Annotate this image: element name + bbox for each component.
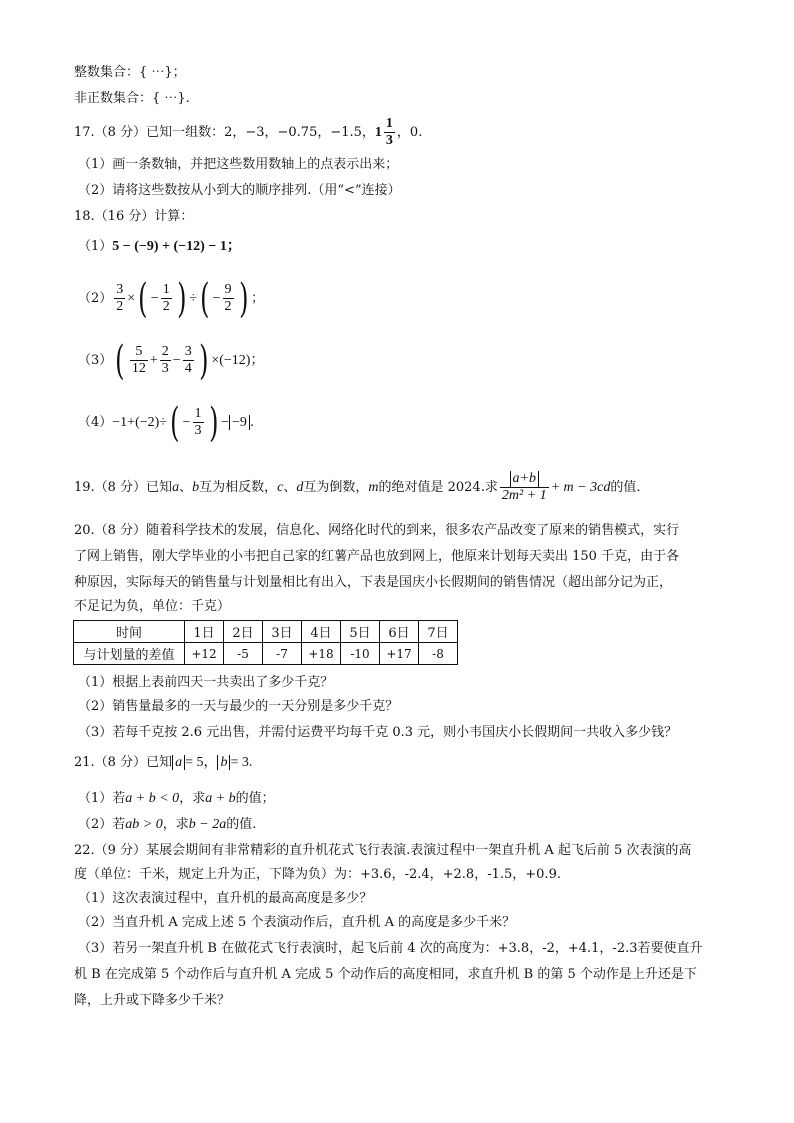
q21-part2 (78, 816, 256, 834)
q18-p4-sign: − (182, 415, 191, 430)
table-header-cell: 2日 (224, 621, 263, 643)
q21-eq2: = 3. (230, 755, 253, 770)
q17-part2: （2）请将这些数按从小到大的顺序排列.（用“<”连接） (78, 183, 401, 198)
q18-p3-label: （3） (78, 353, 113, 368)
q19-frac-den: 2m² + 1 (501, 488, 547, 503)
q18-p4-frac (193, 406, 204, 439)
q19-stem (74, 468, 640, 508)
q21-eq1: = 5， (185, 755, 218, 770)
right-paren: ) (198, 337, 209, 384)
q18-part1 (78, 238, 241, 256)
table-cell: +17 (380, 643, 419, 665)
q19-tail-expr: + m − 3cd (550, 480, 611, 495)
q18-p4-head: −1+(−2)÷ (112, 415, 167, 430)
q21-p1-end: 的值； (235, 791, 275, 806)
q18-p3-a-num: 5 (135, 344, 143, 359)
q22-part3-line1: （3）若另一架直升机 B 在做花式飞行表演时，起飞后前 4 次的高度为：+3.8，-2，+4.1，-2.3若要使直升 (78, 941, 703, 956)
q17-mixed-den: 3 (385, 133, 393, 148)
q18-p2-c-num: 9 (224, 282, 232, 297)
q20-line4: 不足记为负，单位：千克） (74, 599, 231, 614)
q20-part2: （2）销售量最多的一天与最少的一天分别是多少千克？ (78, 699, 399, 714)
q19-t2: 互为倒数， (303, 480, 369, 495)
q17-stem-prefix: 17.（8 分）已知一组数：2，−3，−0.75，−1.5， (74, 125, 375, 140)
q22-part2: （2）当直升机 A 完成上述 5 个表演动作后，直升机 A 的高度是多少千米？ (78, 915, 516, 930)
q18-p2-b-num: 1 (162, 282, 170, 297)
right-paren: ) (208, 399, 218, 446)
q18-p3-op1: + (149, 353, 158, 368)
q18-p3-frac-c (183, 344, 194, 377)
q18-p4-abs: −9 (229, 415, 250, 430)
right-paren: ) (238, 275, 249, 322)
q21-p2-mid: ，求 (162, 817, 189, 832)
q17-stem-suffix: ，0. (396, 125, 423, 140)
q19-end: 的值. (610, 480, 641, 495)
left-paren: ( (115, 337, 125, 384)
table-row (74, 643, 458, 665)
table-cell: +18 (302, 643, 341, 665)
q18-p4-tail: − (221, 415, 230, 430)
q18-part2 (78, 276, 264, 322)
q21-p1-pre: （1）若 (78, 791, 126, 806)
q21-abs-b: b (217, 755, 230, 770)
left-paren: ( (170, 399, 180, 446)
q21-p1-mid: ，求 (179, 791, 206, 806)
q17-mixed-whole: 1 (374, 125, 382, 140)
q18-p3-c-den: 4 (184, 361, 192, 376)
table-cell: -10 (341, 643, 380, 665)
q18-p2-c-den: 2 (224, 299, 232, 314)
q18-part3 (78, 338, 264, 384)
q19-var-m: m (368, 480, 379, 495)
q21-abs-a: a (172, 755, 185, 770)
q21-prefix: 21.（8 分）已知 (74, 755, 173, 770)
q22-line2: 度（单位：千米，规定上升为正，下降为负）为：+3.6，-2.4，+2.8，-1.5，+0.9. (74, 867, 561, 882)
q20-line3: 种原因，实际每天的销售量与计划量相比有出入，下表是国庆小长假期间的销售情况（超出部分记为正， (74, 575, 673, 590)
q18-p2-a-den: 2 (116, 299, 124, 314)
q21-p2-end: 的值. (226, 817, 257, 832)
non-positive-set-line: 非正数集合：{ ⋯}. (74, 91, 190, 106)
q21-p1-cond: a + b < 0 (125, 791, 180, 806)
table-header-cell: 7日 (419, 621, 458, 643)
q19-var-a: a (172, 480, 180, 495)
q20-part1: （1）根据上表前四天一共卖出了多少千克？ (78, 675, 334, 690)
q18-p3-op2: − (172, 353, 181, 368)
q18-p2-end: ； (251, 291, 265, 306)
q19-var-b: b (192, 480, 200, 495)
q18-p2-op1: × (127, 291, 136, 306)
q19-t3: 的绝对值是 2024.求 (378, 480, 498, 495)
q21-stem (74, 754, 252, 772)
q18-p3-b-num: 2 (161, 344, 169, 359)
q18-p2-op2: ÷ (189, 291, 197, 306)
q22-part3-line2: 机 B 在完成第 5 个动作后与直升机 A 完成 5 个动作后的高度相同，求直升机 B 的第 5 个动作是上升还是下 (74, 967, 697, 982)
table-header-cell: 3日 (263, 621, 302, 643)
q18-p4-label: （4） (78, 415, 113, 430)
q18-p2-frac-a (114, 282, 125, 315)
q21-p2-cond: ab > 0 (125, 817, 163, 832)
q19-fraction (500, 471, 549, 504)
q20-part3: （3）若每千克按 2.6 元出售，并需付运费平均每千克 0.3 元，则小韦国庆小长假期间一共收入多少钱？ (78, 725, 678, 740)
q21-p2-pre: （2）若 (78, 817, 126, 832)
q18-part4 (78, 400, 254, 446)
q19-var-d: d (296, 480, 304, 495)
table-row (74, 621, 458, 643)
q19-sep1: 、 (179, 480, 193, 495)
q18-p3-b-den: 3 (161, 361, 169, 376)
q19-frac-num: a+b (510, 471, 539, 487)
q20-line1: 20.（8 分）随着科学技术的发展，信息化、网络化时代的到来，很多农产品改变了原来的销售模式，实行 (74, 523, 680, 538)
table-header-cell: 6日 (380, 621, 419, 643)
q21-p1-expr: a + b (205, 791, 236, 806)
q19-var-c: c (277, 480, 284, 495)
q18-p2-frac-b (161, 282, 172, 315)
sales-table (73, 620, 458, 665)
table-header-cell: 5日 (341, 621, 380, 643)
q19-sep2: 、 (283, 480, 297, 495)
left-paren: ( (138, 275, 148, 322)
q18-p3-tail: ×(−12)； (211, 353, 265, 368)
q18-p2-a-num: 3 (116, 282, 124, 297)
q18-p3-a-den: 12 (131, 361, 146, 376)
q18-p2-b-sign: − (150, 291, 159, 306)
q22-part1: （1）这次表演过程中，直升机的最高高度是多少？ (78, 891, 373, 906)
q18-p4-end: . (249, 415, 255, 430)
table-row-label: 与计划量的差值 (74, 643, 185, 665)
q18-p3-frac-b (160, 344, 171, 377)
q21-part1 (78, 790, 275, 808)
right-paren: ) (176, 275, 187, 322)
table-cell: -7 (263, 643, 302, 665)
q18-p2-c-sign: − (212, 291, 221, 306)
q18-p4-den: 3 (194, 423, 202, 438)
q17-mixed-fraction (384, 116, 395, 149)
q17-stem (74, 116, 422, 150)
q18-p4-num: 1 (194, 406, 202, 421)
q22-line1: 22.（9 分）某展会期间有非常精彩的直升机花式飞行表演.表演过程中一架直升机 A 起飞后前 5 次表演的高 (74, 843, 692, 858)
q18-p1-label: （1） (78, 239, 113, 254)
q18-p1-expr: 5 − (−9) + (−12) − 1； (112, 239, 241, 254)
q19-prefix: 19.（8 分）已知 (74, 480, 173, 495)
table-cell: -5 (224, 643, 263, 665)
q22-part3-line3: 降，上升或下降多少千米？ (74, 993, 231, 1008)
table-cell: -8 (419, 643, 458, 665)
q18-p2-label: （2） (78, 291, 113, 306)
q18-p3-frac-a (130, 344, 148, 377)
q18-p3-c-num: 3 (184, 344, 192, 359)
q18-p2-b-den: 2 (162, 299, 170, 314)
table-header-cell: 时间 (74, 621, 185, 643)
q19-t1: 互为相反数， (199, 480, 278, 495)
left-paren: ( (200, 275, 210, 322)
table-header-cell: 1日 (185, 621, 224, 643)
integer-set-line: 整数集合：{ ⋯}； (74, 65, 186, 80)
q17-mixed-num: 1 (385, 116, 393, 131)
q17-part1: （1）画一条数轴，并把这些数用数轴上的点表示出来； (78, 157, 399, 172)
table-header-cell: 4日 (302, 621, 341, 643)
q18-p2-frac-c (223, 282, 234, 315)
q20-line2: 了网上销售，刚大学毕业的小韦把自己家的红薯产品也放到网上，他原来计划每天卖出 150 千克，由于各 (74, 549, 680, 564)
q21-p2-expr: b − 2a (188, 817, 227, 832)
table-cell: +12 (185, 643, 224, 665)
q18-title: 18.（16 分）计算： (74, 209, 194, 224)
